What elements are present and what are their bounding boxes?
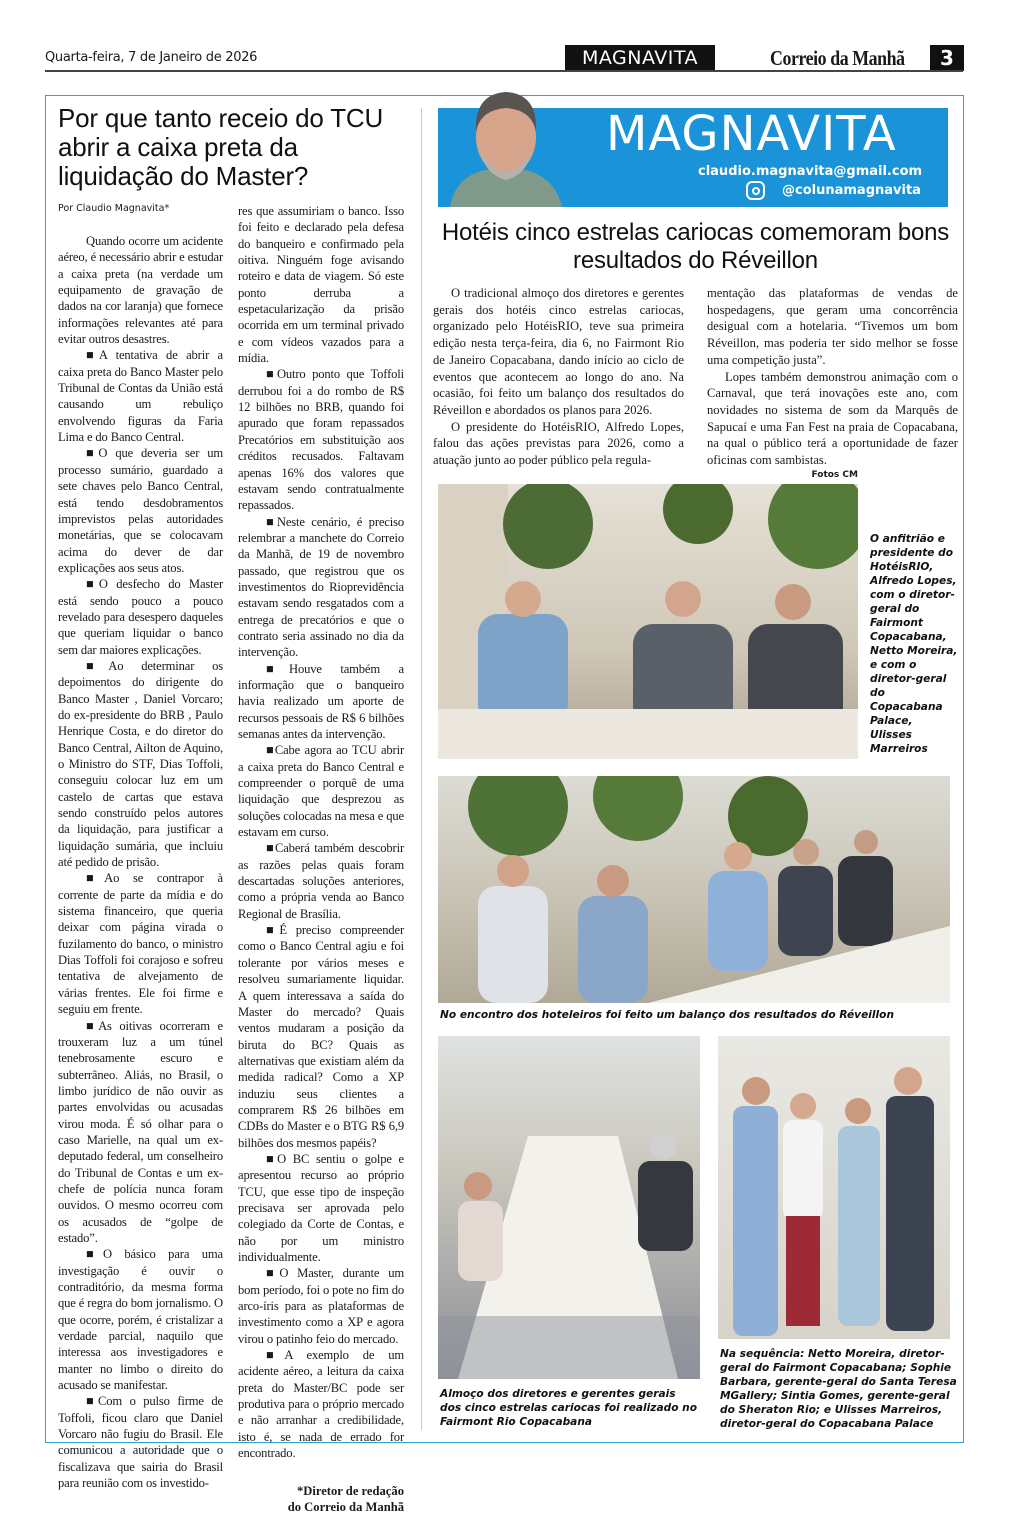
paragraph: O tradicional almoço dos diretores e gerentes gerais dos hotéis cinco estrelas cariocas, organizado pelo HotéisRIO, teve sua primeira edição nesta terça-feira, dia 6, no Fairmont Rio de Janeiro Copacabana, dando início ao ciclo de eventos que acontecem ao longo do ano. Na ocasião, foi feito um balanço dos resultados do Réveillon e abordados os planos para 2026.	[433, 286, 684, 417]
section-label: MAGNAVITA	[565, 45, 715, 71]
article-columns	[433, 285, 958, 469]
paragraph: ■O desfecho do Master está sendo pouco a pouco revelado para desespero daqueles que queriam liquidar o banco sem dar maiores explicações.	[58, 577, 223, 657]
paragraph: ■A tentativa de abrir a caixa preta do Banco Master pelo Tribunal de Contas da União está causando um rebuliço envolvendo figuras da Faria Lima e do Banco Central.	[58, 348, 223, 445]
opinion-right-block	[238, 203, 404, 1515]
photo-row	[438, 1036, 958, 1431]
paragraph: ■Outro ponto que Toffoli derrubou foi a do rombo de R$ 12 bilhões no BRB, quando foi apurado que foram repassados Precatórios em substituição aos créditos recusados. Faltavam apenas 16% dos valores que estavam sendo contratualmente repassados.	[238, 367, 404, 513]
paragraph: O presidente do HotéisRIO, Alfredo Lopes, falou das ações previstas para 2026, como a atuação junto ao poder público pela regula-	[433, 419, 684, 468]
photo-lunch-table	[438, 1036, 700, 1379]
newspaper-logo: Correio da Manhã	[770, 46, 905, 70]
paragraph: Lopes também demonstrou animação com o Carnaval, que terá inovações este ano, com novidades no sistema de som da Marquês de Sapucaí e uma Fan Fest na praia de Copacabana, na qual o público terá a oportunidade de fazer oficinas com sambistas.	[707, 369, 958, 468]
paragraph: ■Neste cenário, é preciso relembrar a manchete do Correio da Manhã, de 19 de novembro passado, que registrou que os investimentos do Rioprevidência estavam sendo resgatados com a entrega de precatórios e que o contrato seria assinado no dia da intervenção.	[238, 514, 404, 660]
article-column-1	[433, 285, 684, 469]
columnist-email[interactable]: claudio.magnavita@gmail.com	[698, 164, 923, 179]
author-note-line: *Diretor de redação	[296, 1484, 404, 1499]
paragraph: ■O que deveria ser um processo sumário, guardado a sete chaves pelo Banco Central, está tendo desdobramentos imprevistos pelas autoridades monetárias, que se colocavam acima do dever de dar explicações aos seus atos.	[58, 446, 223, 575]
photo-caption: O anfitrião e presidente do HotéisRIO, Alfredo Lopes, com o diretor-geral do Fairmont Copacabana, Netto Moreira, e com o diretor-geral do Copacabana Palace, Ulisses Marreiros	[870, 532, 958, 755]
paragraph: ■A exemplo de um acidente aéreo, a leitura da caixa preta do Master/BC pode ser produtiva para o próprio mercado e não arranhar a credibilidade, isto é, se nada de errado for encontrado.	[238, 1348, 404, 1461]
photo-caption: Na sequência: Netto Moreira, diretor-geral do Fairmont Copacabana; Sophie Barbara, gerente-geral do Santa Teresa MGallery; Sintia Gomes, gerente-geral do Sheraton Rio; e Ulisses Marreiros, diretor-geral do Copacabana Palace	[720, 1347, 957, 1430]
photo-block	[718, 1036, 958, 1431]
paragraph: ■O básico para uma investigação é ouvir o contraditório, da mesma forma que é regra do bom jornalismo. O que ocorre, porém, é cristalizar a verdade parcial, naquilo que interessa aos investigadores e manter no limbo o direito do acusado se manifestar.	[58, 1247, 223, 1393]
hotel-article	[433, 219, 958, 1431]
instagram-icon	[746, 181, 765, 200]
paragraph: res que assumiriam o banco. Isso foi feito e declarado pela defesa do banqueiro e confirmado pela oitiva. Ninguém foge avisando roteiro e data de viagem. Só este ponto derruba a espetacularização da prisão ocorrida em um terminal privado e com vídeos vazados para a mídia.	[238, 204, 404, 366]
paragraph: mentação das plataformas de vendas de hospedagens, que geram uma concorrência desigual com a hotelaria. “Tivemos um bom Réveillon, mas poderia ter sido melhor se fosse uma competição justa”.	[707, 286, 958, 367]
author-note-line: do Correio da Manhã	[287, 1500, 404, 1515]
column-divider	[421, 108, 422, 1430]
photo-credit: Fotos CM	[811, 469, 858, 480]
paragraph: ■Ao determinar os depoimentos do dirigente do Banco Master , Daniel Vorcaro; do ex-presidente do BRB , Paulo Henrique Costa, e do diretor do Banco Central, Ailton de Aquino, o Ministro do STF, Dias Toffoli, conseguiu colocar luz em um castelo de cartas que estava sendo construído pelos autores da liquidação, para justificar a liquidação sumária, que incluiu até pedido de prisão.	[58, 658, 223, 870]
paragraph: ■É preciso compreender como o Banco Central agiu e foi tolerante por vários meses e resolveu sumariamente liquidar. A quem interessava a saída do Master do mercado? Quais ventos mudaram a posição da biruta do BC? Quais as alternativas que existiam além da medida radical? Como a XP induziu seus clientes a comprarem R$ 26 bilhões em CDBs do Master e o BTG R$ 6,9 bilhões dos mesmos papéis?	[238, 923, 404, 1150]
paragraph: ■O BC sentiu o golpe e apresentou recurso ao próprio TCU, que esse tipo de inspeção precisava ser aprovada pelo colegiado da Corte de Contas, e não por um ministro individualmente.	[238, 1151, 404, 1264]
photo-hoteliers-meeting	[438, 776, 950, 1003]
opinion-columns	[58, 203, 410, 1515]
photo-block	[438, 1036, 700, 1429]
page-number: 3	[930, 45, 964, 71]
columnist-portrait	[440, 82, 570, 207]
paragraph: ■Caberá também descobrir as razões pelas quais foram descartadas soluções anteriores, como a própria venda ao Banco Regional de Brasília.	[238, 841, 404, 921]
photo-hosts-at-table	[438, 484, 858, 759]
paragraph: ■O Master, durante um bom período, foi o pote no fim do arco-íris para as plataformas de investimento como a XP e agora virou o patinho feio do mercado.	[238, 1266, 404, 1346]
photo-caption: No encontro dos hoteleiros foi feito um balanço dos resultados do Réveillon	[440, 1008, 894, 1021]
opinion-title: Por que tanto receio do TCU abrir a caixa preta da liquidação do Master?	[58, 103, 384, 191]
byline: Por Claudio Magnavita*	[58, 203, 170, 214]
opinion-left-block	[58, 203, 223, 1491]
article-column-2	[707, 285, 958, 469]
paragraph: ■As oitivas ocorreram e trouxeram luz a um túnel tenebrosamente escuro e subterrâneo. Aliás, no Brasil, o limbo jurídico de não ouvir as partes envolvidas ou acusadas virou moda. É só olhar para o caso Marielle, na qual um ex-deputado federal, um conselheiro do Tribunal de Contas e um ex-chefe de polícia nunca foram ouvidos. O mesmo ocorreu com os acusados de “golpe de estado”.	[58, 1018, 223, 1245]
edition-date: Quarta-feira, 7 de Janeiro de 2026	[45, 50, 258, 65]
opinion-article	[58, 104, 410, 1515]
paragraph: ■Cabe agora ao TCU abrir a caixa preta do Banco Central e compreender o porquê de uma liquidação que desprezou as soluções colocadas na mesa e que estavam em curso.	[238, 743, 404, 840]
paragraph: ■Ao se contrapor à corrente de parte da mídia e do sistema financeiro, que queria deixar com página virada o fuzilamento do banco, o ministro Dias Toffoli foi corajoso e sofreu tentativa de alvejamento de várias frentes. Ele foi firme e seguiu em frente.	[58, 871, 223, 1017]
instagram-handle[interactable]: @colunamagnavita	[782, 183, 921, 198]
paragraph: ■Com o pulso firme de Toffoli, ficou claro que Daniel Vorcaro não fugiu do Brasil. Ele comunicou a autoridade que o fiscalizava que sairia do Brasil para reunião com os investido-	[58, 1394, 223, 1491]
author-note	[238, 1483, 404, 1515]
column-name: MAGNAVITA	[606, 106, 897, 162]
header-rule	[45, 70, 963, 72]
paragraph: Quando ocorre um acidente aéreo, é necessário abrir e estudar a caixa preta (na verdade um equipamento de gravação de dados na cor laranja) que fornece informações relevantes até para evitar outros desastres.	[58, 234, 223, 347]
photo-row	[438, 484, 958, 759]
opinion-column-1	[58, 233, 223, 1491]
opinion-column-2	[238, 203, 404, 1461]
photo-hotel-directors-group	[718, 1036, 950, 1339]
photo-caption: Almoço dos diretores e gerentes gerais dos cinco estrelas cariocas foi realizado no Fairmont Rio Copacabana	[440, 1387, 697, 1428]
article-headline: Hotéis cinco estrelas cariocas comemoram bons resultados do Réveillon	[441, 219, 950, 274]
paragraph: ■Houve também a informação que o banqueiro havia realizado um aporte de recursos pessoais de R$ 6 bilhões semanas antes da intervenção.	[238, 661, 404, 741]
